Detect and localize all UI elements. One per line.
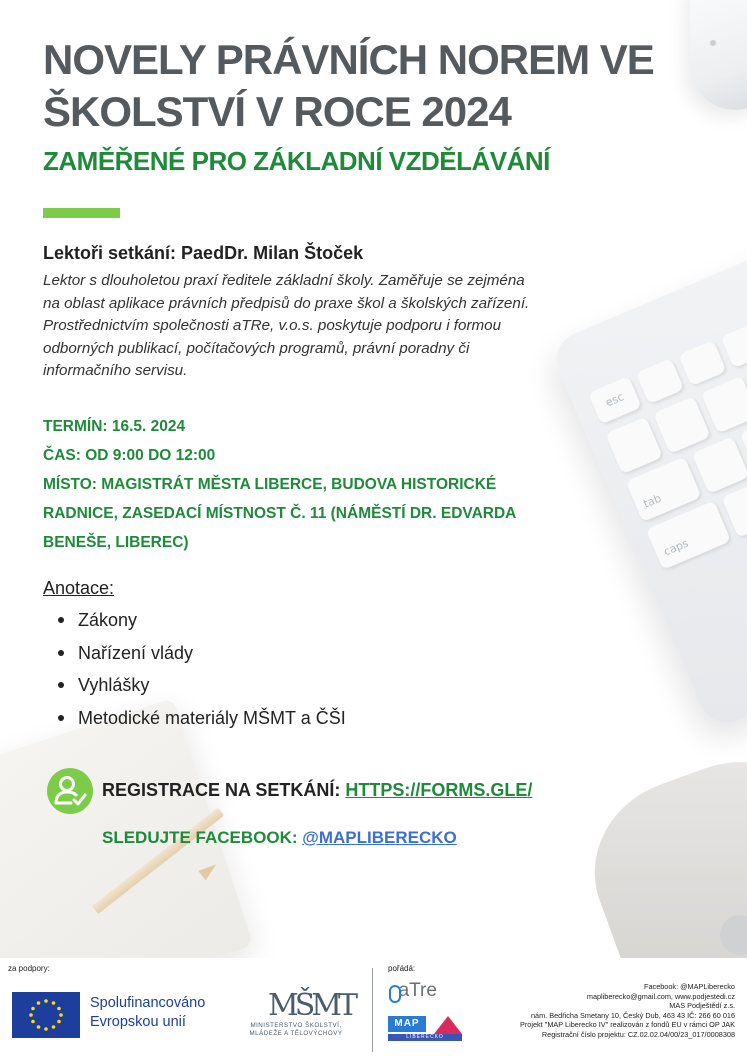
list-item: Nařízení vlády (58, 637, 346, 670)
list-item: Vyhlášky (58, 669, 346, 702)
registration-line (102, 780, 532, 801)
event-date: TERMÍN: 16.5. 2024 (43, 418, 186, 435)
list-item: Zákony (58, 604, 346, 637)
eu-flag-logo (12, 992, 80, 1038)
keyboard-key (721, 322, 747, 368)
atre-logo: aTre (398, 980, 437, 1001)
contact-info: Facebook: @MAPLiberecko mapliberecko@gmail.com, www.podjestedi.cz MAS Podještědí z.s. nám. Bedřicha Smetany 10, Český Dub, 463 43 IČ: 266 60 016 Projekt "MAP Liberecko IV" realizován z fondů EU v rámci OP JAK Registrační číslo projektu: CZ.02.02.04/00/23_017/0008308 (520, 982, 735, 1039)
event-time: ČAS: OD 9:00 DO 12:00 (43, 447, 216, 464)
keyboard-key (653, 396, 711, 454)
keyboard-key (605, 417, 663, 475)
event-place: MÍSTO: MAGISTRÁT MĚSTA LIBERCE, BUDOVA HISTORICKÉ RADNICE, ZASEDACÍ MÍSTNOST Č. 11 (NÁMĚSTÍ DR. EDVARDA BENEŠE, LIBEREC) (43, 476, 516, 551)
keyboard-key (692, 436, 747, 494)
organizer-label: pořádá: (388, 964, 416, 973)
map-liberecko-logo: MAP LIBERECKO (388, 1016, 462, 1042)
mouse-wheel-illustration (710, 40, 716, 46)
facebook-label: SLEDUJTE FACEBOOK: (102, 828, 303, 847)
lecturer-description: Lektor s dlouholetou praxí ředitele základní školy. Zaměřuje se zejména na oblast aplikace právních předpisů do praxe škol a školských zařízení. Prostřednictvím společnosti aTRe, v.o.s. poskytuje podporu i formou odborných publikací, počítačových programů, právní poradny či informačního servisu. (43, 272, 530, 379)
poster-title (43, 34, 683, 138)
msmt-text: MINISTERSTVO ŠKOLSTVÍ, MLÁDEŽE A TĚLOVÝCHOVY (249, 1022, 343, 1037)
poster-subtitle: ZAMĚŘENÉ PRO ZÁKLADNÍ VZDĚLÁVÁNÍ (43, 146, 550, 176)
accent-bar (43, 208, 120, 218)
annotation-list (58, 604, 346, 734)
title-line-2: ŠKOLSTVÍ V ROCE 2024 (43, 88, 511, 135)
facebook-line (102, 828, 457, 848)
registration-label: REGISTRACE NA SETKÁNÍ: (102, 780, 346, 800)
keyboard-key-caps: caps (646, 501, 731, 570)
keyboard-illustration (548, 216, 747, 732)
user-check-icon (47, 768, 93, 814)
atre-logo-icon (389, 985, 401, 1003)
keyboard-key (678, 340, 726, 386)
annotation-heading: Anotace: (43, 578, 115, 598)
lecturer-heading: Lektoři setkání: PaedDr. Milan Štoček (43, 243, 364, 263)
keyboard-key (701, 376, 747, 434)
eu-cofunding-text: Spolufinancováno Evropskou unií (90, 995, 206, 1030)
title-line-1: NOVELY PRÁVNÍCH NOREM VE (43, 36, 654, 83)
list-item: Metodické materiály MŠMT a ČŠI (58, 702, 346, 735)
support-label: za podpory: (8, 964, 50, 973)
keyboard-key-tab: tab (626, 457, 702, 523)
msmt-logo: MŠMT (268, 988, 354, 1023)
computer-mouse-illustration (690, 0, 747, 110)
keyboard-key (636, 358, 684, 404)
facebook-link[interactable]: @MAPLIBERECKO (302, 828, 457, 847)
footer (0, 958, 747, 1057)
keyboard-key-esc: esc (588, 376, 642, 424)
registration-link[interactable]: HTTPS://FORMS.GLE/ (345, 780, 533, 800)
footer-divider (372, 968, 373, 1052)
